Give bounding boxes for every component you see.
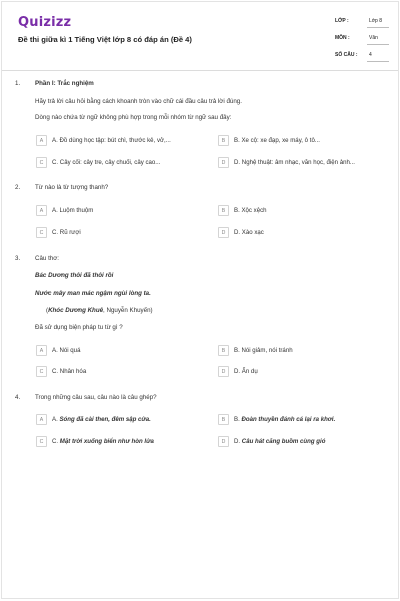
option-prefix: B.: [234, 416, 242, 423]
option-letter-box: C: [36, 227, 47, 238]
meta-label: LỚP :: [335, 18, 349, 24]
option-prefix: D.: [234, 438, 242, 445]
option-letter-box: D: [218, 157, 229, 168]
option-label: C. Rũ rượi: [52, 229, 81, 236]
option-label: D. Nghệ thuật: âm nhạc, văn học, điện ảnh...: [234, 159, 355, 166]
option-letter-box: D: [218, 227, 229, 238]
option-label: B. Xe cộ: xe đạp, xe máy, ô tô...: [234, 137, 320, 144]
option-label: [234, 416, 335, 423]
source-author: , Nguyễn Khuyến): [103, 307, 153, 314]
worksheet-page: [1, 1, 399, 599]
option-label: B. Xộc xệch: [234, 207, 267, 214]
option-letter-box: A: [36, 135, 47, 146]
question-text: Từ nào là từ tượng thanh?: [35, 184, 109, 191]
option-label: C. Cây cối: cây tre, cây chuối, cây cao...: [52, 159, 161, 166]
question-text: Trong những câu sau, câu nào là câu ghép?: [35, 394, 157, 401]
option-label: A. Đồ dùng học tập: bút chì, thước kẻ, vở,...: [52, 137, 171, 144]
option-label: [234, 438, 325, 445]
option-label: D. Xào xạc: [234, 229, 264, 236]
meta-question-count: [335, 50, 389, 67]
source-work-title: Khóc Dương Khuê: [48, 307, 104, 314]
question-number: 1.: [15, 80, 21, 87]
meta-underline: [367, 27, 389, 28]
option-label: B. Nói giảm, nói tránh: [234, 347, 293, 354]
option-letter-box: B: [218, 135, 229, 146]
option-label: A. Nói quá: [52, 347, 81, 354]
meta-underline: [367, 61, 389, 62]
question-text: Đã sử dụng biện pháp tu từ gì ?: [35, 324, 123, 331]
poem-source: [46, 307, 153, 314]
meta-value: Lớp 8: [369, 18, 383, 24]
meta-value: Văn: [369, 35, 378, 41]
option-letter-box: A: [36, 345, 47, 356]
option-prefix: A.: [52, 416, 60, 423]
section-heading: Phần I: Trắc nghiệm: [35, 80, 94, 87]
instruction-text: Hãy trả lời câu hỏi bằng cách khoanh tròn vào chữ cái đầu câu trả lời đúng.: [35, 98, 242, 105]
option-label: [52, 438, 154, 445]
meta-label: MÔN :: [335, 35, 350, 41]
poem-line-1: Bác Dương thôi đã thôi rồi: [35, 272, 114, 279]
option-label: [52, 416, 151, 423]
question-text: Dòng nào chứa từ ngữ không phù hợp trong mỗi nhóm từ ngữ sau đây:: [35, 114, 232, 121]
option-sentence: Câu hát căng buồm cùng gió: [241, 438, 326, 445]
question-number: 4.: [15, 394, 21, 401]
meta-value: 4: [369, 52, 372, 58]
option-letter-box: C: [36, 366, 47, 377]
option-sentence: Đoàn thuyền đánh cá lại ra khơi.: [241, 416, 336, 423]
option-letter-box: D: [218, 436, 229, 447]
option-sentence: Sóng đã cài then, đêm sập cửa.: [59, 416, 151, 423]
option-letter-box: A: [36, 414, 47, 425]
option-label: D. Ẩn dụ: [234, 368, 258, 375]
question-number: 3.: [15, 255, 21, 262]
option-label: A. Luộm thuộm: [52, 207, 94, 214]
option-letter-box: C: [36, 436, 47, 447]
poem-line-2: Nước mây man mác ngậm ngùi lòng ta.: [35, 290, 151, 297]
header-divider: [2, 70, 398, 71]
option-letter-box: B: [218, 205, 229, 216]
option-prefix: C.: [52, 438, 60, 445]
option-letter-box: A: [36, 205, 47, 216]
option-letter-box: B: [218, 345, 229, 356]
meta-label: SỐ CÂU :: [335, 52, 358, 58]
meta-underline: [367, 44, 389, 45]
worksheet-title: Đề thi giữa kì 1 Tiếng Việt lớp 8 có đáp án (Đề 4): [18, 35, 192, 44]
quizizz-logo: Quizizz: [18, 15, 72, 30]
option-letter-box: B: [218, 414, 229, 425]
source-open: (: [46, 307, 49, 314]
question-intro: Câu thơ:: [35, 255, 60, 262]
option-letter-box: D: [218, 366, 229, 377]
option-label: C. Nhân hóa: [52, 368, 87, 375]
option-sentence: Mặt trời xuống biển như hòn lửa: [59, 438, 154, 445]
worksheet-meta: [335, 16, 389, 67]
question-number: 2.: [15, 184, 21, 191]
worksheet-header: [2, 2, 398, 72]
meta-grade: [335, 16, 389, 33]
option-letter-box: C: [36, 157, 47, 168]
meta-subject: [335, 33, 389, 50]
